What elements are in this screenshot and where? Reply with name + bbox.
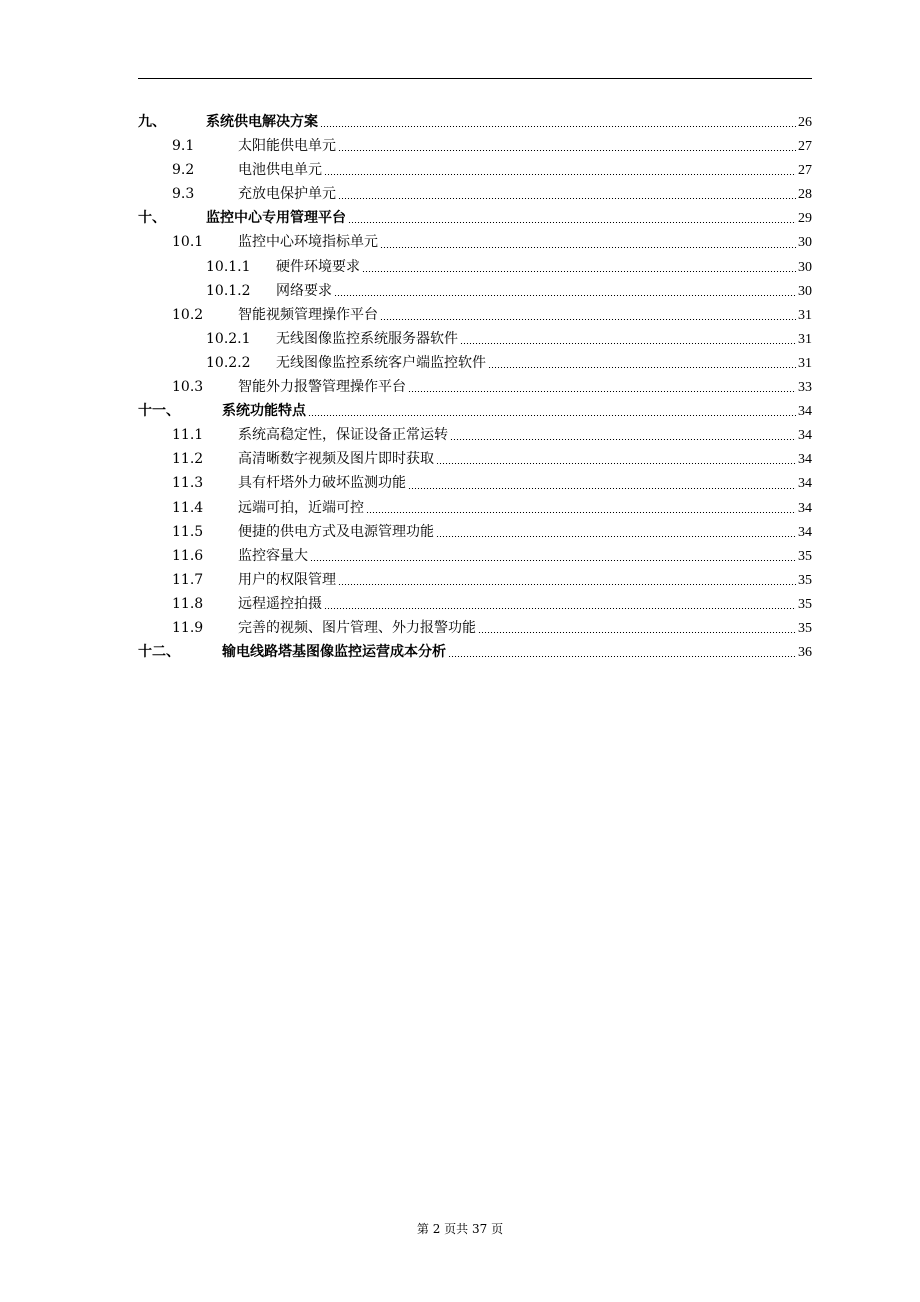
toc-dot-leader [324,174,796,175]
toc-entry[interactable] [138,399,812,423]
toc-dot-leader [324,608,796,609]
toc-entry-number: 10.2.1 [206,330,251,347]
toc-entry-number: 十一、 [138,403,180,420]
toc-entry-number: 11.7 [172,571,204,588]
toc-dot-leader [460,343,796,344]
toc-entry-title: 远程遥控拍摄 [238,595,322,612]
toc-entry-title: 充放电保护单元 [238,186,336,203]
toc-dot-leader [310,560,796,561]
toc-entry-title: 具有杆塔外力破坏监测功能 [238,475,406,492]
toc-entry-page: 31 [798,355,812,371]
toc-entry-number: 11.6 [172,547,204,564]
toc-entry-title: 智能外力报警管理操作平台 [238,379,406,396]
toc-dot-leader [366,512,796,513]
toc-entry-number: 9.3 [172,186,195,203]
toc-entry-page: 35 [798,620,812,636]
toc-entry-page: 27 [798,139,812,155]
toc-entry-title: 系统高稳定性，保证设备正常运转 [238,427,448,444]
toc-entry[interactable] [138,375,812,399]
toc-entry-page: 30 [798,283,812,299]
toc-entry[interactable] [138,640,812,664]
toc-entry-title: 智能视频管理操作平台 [238,306,378,323]
toc-entry-page: 29 [798,211,812,227]
toc-dot-leader [436,463,796,464]
toc-entry[interactable] [138,544,812,568]
toc-entry-title: 监控容量大 [238,547,308,564]
toc-entry-number: 10.2 [172,306,204,323]
toc-dot-leader [408,391,796,392]
toc-entry-page: 34 [798,452,812,468]
toc-entry-title: 监控中心专用管理平台 [206,210,346,227]
toc-entry-title: 硬件环境要求 [276,258,360,275]
toc-entry[interactable] [138,327,812,351]
toc-entry-page: 35 [798,572,812,588]
toc-entry-page: 28 [798,187,812,203]
toc-dot-leader [338,584,796,585]
toc-entry-number: 十、 [138,210,166,227]
toc-entry-number: 10.1.2 [206,282,251,299]
toc-entry[interactable] [138,471,812,495]
toc-entry-page: 30 [798,235,812,251]
toc-entry-page: 36 [798,645,812,661]
toc-entry-page: 34 [798,428,812,444]
toc-entry-page: 34 [798,524,812,540]
toc-entry[interactable] [138,616,812,640]
toc-entry-page: 30 [798,259,812,275]
toc-entry[interactable] [138,423,812,447]
toc-dot-leader [308,415,796,416]
toc-dot-leader [448,656,796,657]
toc-entry[interactable] [138,520,812,544]
toc-entry-number: 9.1 [172,138,195,155]
toc-entry-page: 31 [798,331,812,347]
toc-entry[interactable] [138,230,812,254]
toc-entry-number: 11.8 [172,595,204,612]
toc-entry-page: 26 [798,115,812,130]
toc-entry-number: 11.1 [172,427,204,444]
toc-entry-title: 系统功能特点 [222,403,306,420]
toc-entry[interactable] [138,255,812,279]
toc-entry[interactable] [138,447,812,471]
toc-dot-leader [488,367,796,368]
toc-entry-title: 用户的权限管理 [238,571,336,588]
toc-entry-title: 无线图像监控系统客户端监控软件 [276,354,486,371]
toc-entry[interactable] [138,351,812,375]
toc-entry-title: 远端可拍，近端可控 [238,499,364,516]
toc-dot-leader [338,198,796,199]
toc-entry-number: 9.2 [172,162,195,179]
toc-entry-title: 输电线路塔基图像监控运营成本分析 [222,644,446,661]
toc-entry-number: 11.9 [172,619,204,636]
toc-entry-title: 高清晰数字视频及图片即时获取 [238,451,434,468]
toc-entry-title: 无线图像监控系统服务器软件 [276,330,458,347]
toc-entry-number: 10.2.2 [206,354,251,371]
toc-entry-number: 11.4 [172,499,204,516]
toc-entry-number: 十二、 [138,644,180,661]
toc-dot-leader [408,488,796,489]
toc-entry-page: 34 [798,476,812,492]
toc-entry-number: 10.3 [172,379,204,396]
toc-entry-number: 11.5 [172,523,204,540]
toc-entry-page: 34 [798,500,812,516]
toc-entry[interactable] [138,568,812,592]
toc-entry-title: 便捷的供电方式及电源管理功能 [238,523,434,540]
toc-dot-leader [436,536,796,537]
toc-dot-leader [334,295,796,296]
toc-dot-leader [380,247,796,248]
toc-entry[interactable] [138,110,812,134]
toc-dot-leader [478,632,796,633]
toc-entry-page: 27 [798,163,812,179]
toc-entry[interactable] [138,206,812,230]
toc-dot-leader [348,222,796,223]
toc-entry-page: 31 [798,307,812,323]
toc-entry-title: 网络要求 [276,282,332,299]
header-rule [138,78,812,79]
toc-entry-number: 10.1.1 [206,258,251,275]
toc-entry-title: 太阳能供电单元 [238,138,336,155]
table-of-contents [138,110,812,664]
toc-entry-page: 35 [798,596,812,612]
toc-entry-page: 34 [798,404,812,420]
toc-entry-number: 九、 [138,114,166,130]
toc-dot-leader [380,319,796,320]
toc-entry-title: 监控中心环境指标单元 [238,234,378,251]
toc-entry-title: 电池供电单元 [238,162,322,179]
toc-dot-leader [450,439,796,440]
toc-entry[interactable] [138,592,812,616]
toc-entry-number: 10.1 [172,234,204,251]
toc-entry[interactable] [138,182,812,206]
toc-entry[interactable] [138,158,812,182]
toc-dot-leader [362,271,796,272]
toc-entry-title: 完善的视频、图片管理、外力报警功能 [238,619,476,636]
toc-entry-page: 35 [798,548,812,564]
toc-entry[interactable] [138,496,812,520]
toc-dot-leader [320,126,796,127]
toc-entry[interactable] [138,134,812,158]
toc-dot-leader [338,150,796,151]
toc-entry[interactable] [138,279,812,303]
toc-entry-page: 33 [798,380,812,396]
toc-entry-number: 11.2 [172,451,204,468]
toc-entry-number: 11.3 [172,475,204,492]
toc-entry[interactable] [138,303,812,327]
toc-entry-title: 系统供电解决方案 [206,114,318,130]
page-footer: 第 2 页共 37 页 [416,1222,504,1236]
